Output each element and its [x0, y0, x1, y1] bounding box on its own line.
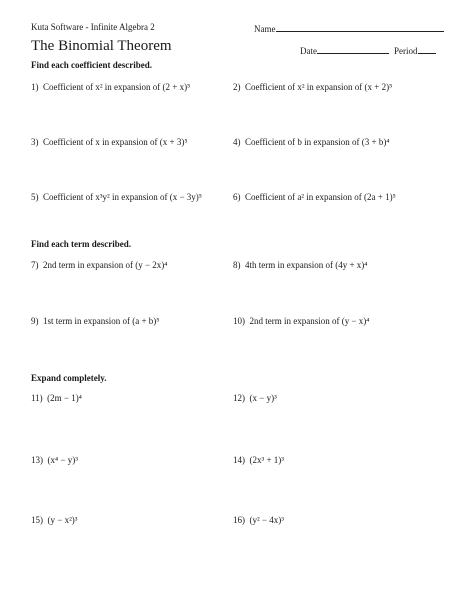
- problem-text: 2nd term in expansion of (y − x)⁴: [249, 316, 370, 326]
- problem-7: [31, 260, 167, 270]
- problem-number: 14): [233, 455, 245, 465]
- problem-number: 16): [233, 515, 245, 525]
- problem-text: (y² − 4x)³: [249, 515, 284, 525]
- problem-13: [31, 455, 78, 465]
- problem-text: (2m − 1)⁴: [47, 393, 82, 403]
- date-line: [317, 44, 389, 54]
- problem-text: (y − x²)³: [47, 515, 78, 525]
- problem-text: (x − y)³: [249, 393, 277, 403]
- date-field[interactable]: [300, 44, 389, 56]
- problem-text: Coefficient of x in expansion of (x + 3)⁵: [43, 137, 188, 147]
- problem-text: Coefficient of x² in expansion of (2 + x)⁵: [43, 82, 191, 92]
- date-label: Date: [300, 46, 317, 56]
- problem-text: Coefficient of b in expansion of (3 + b)⁴: [245, 137, 390, 147]
- problem-number: 15): [31, 515, 43, 525]
- problem-number: 5): [31, 192, 39, 202]
- problem-text: 2nd term in expansion of (y − 2x)⁴: [43, 260, 168, 270]
- problem-number: 12): [233, 393, 245, 403]
- problem-text: Coefficient of x² in expansion of (x + 2)⁵: [245, 82, 393, 92]
- problem-text: (x⁴ − y)³: [47, 455, 78, 465]
- problem-8: [233, 260, 367, 270]
- problem-number: 1): [31, 82, 39, 92]
- name-label: Name: [254, 24, 276, 34]
- problem-number: 9): [31, 316, 39, 326]
- problem-2: [233, 82, 392, 92]
- problem-6: [233, 192, 396, 202]
- problem-number: 7): [31, 260, 39, 270]
- page-title: The Binomial Theorem: [31, 38, 172, 54]
- publisher-label: Kuta Software - Infinite Algebra 2: [31, 22, 155, 32]
- problem-number: 8): [233, 260, 241, 270]
- problem-number: 11): [31, 393, 43, 403]
- problem-15: [31, 515, 77, 525]
- problem-16: [233, 515, 284, 525]
- period-line: [418, 44, 436, 54]
- problem-text: Coefficient of x³y² in expansion of (x − 3y)⁵: [43, 192, 202, 202]
- period-label: Period: [394, 46, 418, 56]
- problem-3: [31, 137, 188, 147]
- problem-text: (2x³ + 1)³: [249, 455, 284, 465]
- problem-10: [233, 316, 369, 326]
- problem-text: 4th term in expansion of (4y + x)⁴: [245, 260, 368, 270]
- problem-text: Coefficient of a² in expansion of (2a + 1)⁵: [245, 192, 396, 202]
- problem-number: 4): [233, 137, 241, 147]
- name-field[interactable]: [254, 22, 444, 34]
- section-heading-coefficient: Find each coefficient described.: [31, 60, 152, 70]
- problem-text: 1st term in expansion of (a + b)⁵: [43, 316, 160, 326]
- problem-number: 3): [31, 137, 39, 147]
- section-heading-term: Find each term described.: [31, 239, 131, 249]
- problem-4: [233, 137, 390, 147]
- period-field[interactable]: [394, 44, 436, 56]
- problem-11: [31, 393, 82, 403]
- problem-number: 10): [233, 316, 245, 326]
- problem-14: [233, 455, 284, 465]
- problem-number: 13): [31, 455, 43, 465]
- problem-5: [31, 192, 202, 202]
- problem-9: [31, 316, 159, 326]
- section-heading-expand: Expand completely.: [31, 373, 107, 383]
- problem-12: [233, 393, 277, 403]
- problem-number: 6): [233, 192, 241, 202]
- problem-1: [31, 82, 190, 92]
- problem-number: 2): [233, 82, 241, 92]
- name-line: [276, 22, 444, 32]
